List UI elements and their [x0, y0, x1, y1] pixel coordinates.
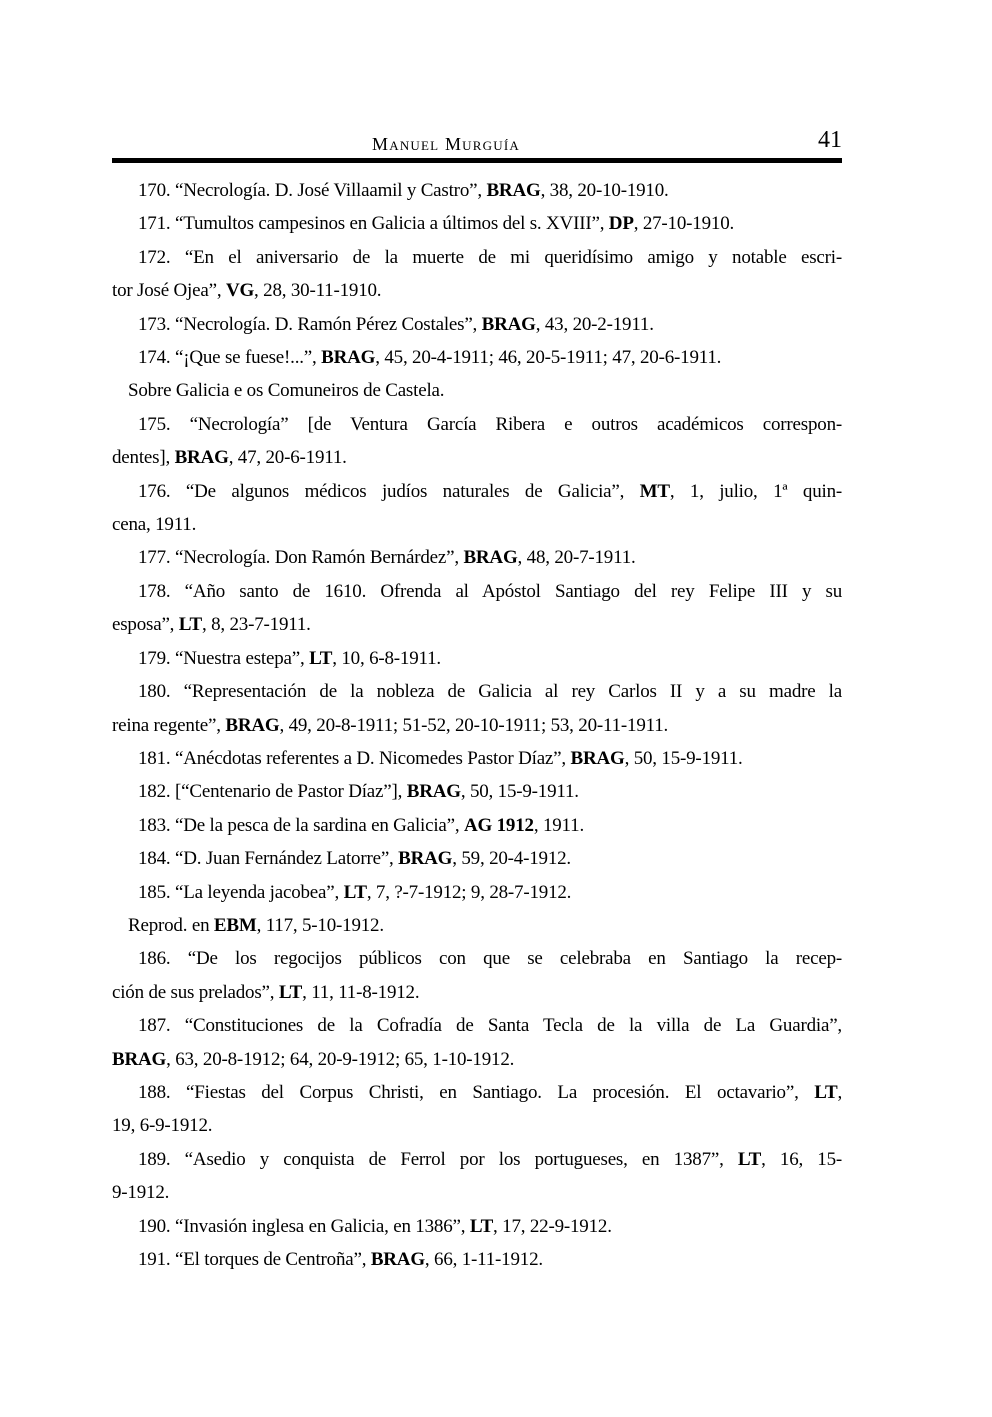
bibliography-entry — [112, 241, 842, 308]
text-run: 179. “Nuestra estepa”, — [138, 647, 310, 669]
text-line — [112, 1176, 842, 1209]
journal-abbreviation: DP — [608, 213, 634, 235]
text-line — [112, 1043, 842, 1076]
text-line — [112, 675, 842, 708]
text-run: reina regente”, — [112, 714, 226, 736]
text-run: , — [837, 1081, 842, 1103]
text-run: esposa”, — [112, 614, 179, 636]
bibliography-entry — [112, 1143, 842, 1210]
text-line — [112, 1076, 842, 1109]
text-run: 19, 6-9-1912. — [112, 1115, 213, 1137]
text-run: 175. “Necrología” [de Ventura García Ribera e outros académicos correspon- — [138, 413, 842, 435]
text-run: , 10, 6-8-1911. — [332, 647, 441, 669]
text-run: 185. “La leyenda jacobea”, — [138, 881, 344, 903]
text-run: 176. “De algunos médicos judíos naturales de Galicia”, — [138, 480, 640, 502]
text-run: 189. “Asedio y conquista de Ferrol por los portugueses, en 1387”, — [138, 1148, 738, 1170]
bibliography-entry — [112, 809, 842, 842]
text-run: , 1911. — [533, 814, 584, 836]
text-run: 173. “Necrología. D. Ramón Pérez Costales”, — [138, 313, 482, 335]
bibliography-note — [112, 909, 842, 942]
text-run: 187. “Constituciones de la Cofradía de Santa Tecla de la villa de La Guardia”, — [138, 1015, 842, 1037]
bibliography-entry — [112, 341, 842, 374]
text-run: , 49, 20-8-1911; 51-52, 20-10-1911; 53, 20-11-1911. — [279, 714, 669, 736]
journal-abbreviation: BRAG — [481, 313, 536, 335]
bibliography-entry — [112, 575, 842, 642]
text-line — [112, 1210, 842, 1243]
text-run: , 59, 20-4-1912. — [452, 848, 571, 870]
journal-abbreviation: LT — [309, 647, 333, 669]
text-run: 188. “Fiestas del Corpus Christi, en Santiago. La procesión. El octavario”, — [138, 1081, 815, 1103]
text-run: 180. “Representación de la nobleza de Galicia al rey Carlos II y a su madre la — [138, 681, 842, 703]
journal-abbreviation: EBM — [213, 914, 257, 936]
text-run: 183. “De la pesca de la sardina en Galicia”, — [138, 814, 464, 836]
text-line — [112, 1143, 842, 1176]
text-run: , 8, 23-7-1911. — [202, 614, 311, 636]
text-run: , 7, ?-7-1912; 9, 28-7-1912. — [366, 881, 572, 903]
bibliography-entry — [112, 1076, 842, 1143]
text-line — [112, 809, 842, 842]
bibliography-entry — [112, 876, 842, 909]
bibliography-list — [112, 174, 842, 1276]
text-line — [112, 1243, 842, 1276]
text-run: Reprod. en — [128, 914, 214, 936]
bibliography-entry — [112, 642, 842, 675]
text-run: 182. [“Centenario de Pastor Díaz”], — [138, 781, 407, 803]
text-line — [112, 475, 842, 508]
journal-abbreviation: MT — [639, 480, 670, 502]
bibliography-entry — [112, 675, 842, 742]
text-run: , 28, 30-11-1910. — [254, 280, 382, 302]
text-line — [112, 909, 842, 942]
bibliography-entry — [112, 207, 842, 240]
bibliography-entry — [112, 475, 842, 542]
text-run: 178. “Año santo de 1610. Ofrenda al Apóstol Santiago del rey Felipe III y su — [138, 580, 842, 602]
bibliography-note — [112, 374, 842, 407]
text-run: tor José Ojea”, — [112, 280, 226, 302]
text-line — [112, 976, 842, 1009]
text-line — [112, 942, 842, 975]
text-line — [112, 709, 842, 742]
bibliography-entry — [112, 541, 842, 574]
text-run: , 27-10-1910. — [633, 213, 735, 235]
journal-abbreviation: BRAG — [406, 781, 461, 803]
text-run: , 50, 15-9-1911. — [624, 747, 743, 769]
text-run: , 43, 20-2-1911. — [535, 313, 654, 335]
text-run: 172. “En el aniversario de la muerte de mi queridísimo amigo y notable escri- — [138, 246, 842, 268]
bibliography-entry — [112, 1210, 842, 1243]
text-run: Sobre Galicia e os Comuneiros de Castela. — [128, 380, 445, 402]
text-line — [112, 775, 842, 808]
text-run: , 17, 22-9-1912. — [493, 1215, 612, 1237]
text-line — [112, 608, 842, 641]
header-rule — [112, 158, 842, 163]
text-line — [112, 1009, 842, 1042]
text-run: 184. “D. Juan Fernández Latorre”, — [138, 848, 399, 870]
text-run: , 117, 5-10-1912. — [256, 914, 384, 936]
text-run: 177. “Necrología. Don Ramón Bernárdez”, — [138, 547, 464, 569]
bibliography-entry — [112, 775, 842, 808]
bibliography-entry — [112, 1009, 842, 1076]
journal-abbreviation: BRAG — [321, 347, 376, 369]
journal-abbreviation: BRAG — [370, 1249, 425, 1270]
text-run: 191. “El torques de Centroña”, — [138, 1249, 371, 1270]
text-run: dentes], — [112, 447, 175, 469]
text-run: 190. “Invasión inglesa en Galicia, en 1386”, — [138, 1215, 470, 1237]
text-run: ción de sus prelados”, — [112, 981, 279, 1003]
journal-abbreviation: BRAG — [570, 747, 625, 769]
text-line — [112, 408, 842, 441]
journal-abbreviation: BRAG — [225, 714, 280, 736]
bibliography-entry — [112, 842, 842, 875]
text-run: cena, 1911. — [112, 514, 197, 536]
text-run: , 48, 20-7-1911. — [517, 547, 636, 569]
journal-abbreviation: BRAG — [398, 848, 453, 870]
text-line — [112, 1109, 842, 1142]
journal-abbreviation: VG — [225, 280, 255, 302]
journal-abbreviation: BRAG — [463, 547, 518, 569]
journal-abbreviation: LT — [469, 1215, 494, 1237]
text-run: , 50, 15-9-1911. — [460, 781, 579, 803]
bibliography-entry — [112, 174, 842, 207]
text-line — [112, 842, 842, 875]
bibliography-entry — [112, 408, 842, 475]
running-header-title: Manuel Murguía — [372, 134, 520, 154]
text-run: , 11, 11-8-1912. — [302, 981, 420, 1003]
text-line — [112, 742, 842, 775]
text-run: 174. “¡Que se fuese!...”, — [138, 347, 322, 369]
text-line — [112, 274, 842, 307]
journal-abbreviation: AG 1912 — [463, 814, 534, 836]
text-run: 171. “Tumultos campesinos en Galicia a últimos del s. XVIII”, — [138, 213, 609, 235]
bibliography-entry — [112, 742, 842, 775]
text-line — [112, 508, 842, 541]
bibliography-entry — [112, 942, 842, 1009]
text-line — [112, 341, 842, 374]
text-run: 186. “De los regocijos públicos con que se celebraba en Santiago la recep- — [138, 948, 842, 970]
text-line — [112, 174, 842, 207]
text-line — [112, 241, 842, 274]
text-run: 170. “Necrología. D. José Villaamil y Castro”, — [138, 180, 487, 201]
journal-abbreviation: BRAG — [112, 1048, 167, 1070]
text-run: , 66, 1-11-1912. — [424, 1249, 543, 1270]
text-run: , 1, julio, 1ª quin- — [669, 480, 843, 502]
text-line — [112, 207, 842, 240]
journal-abbreviation: BRAG — [174, 447, 229, 469]
text-run: , 47, 20-6-1911. — [228, 447, 347, 469]
journal-abbreviation: BRAG — [486, 180, 541, 201]
text-run: , 38, 20-10-1910. — [540, 180, 669, 201]
text-line — [112, 441, 842, 474]
text-line — [112, 575, 842, 608]
text-run: , 16, 15- — [761, 1148, 843, 1170]
page-number: 41 — [818, 127, 842, 153]
text-run: 9-1912. — [112, 1182, 170, 1204]
bibliography-entry — [112, 308, 842, 341]
text-run: , 45, 20-4-1911; 46, 20-5-1911; 47, 20-6-1911. — [375, 347, 722, 369]
text-run: , 63, 20-8-1912; 64, 20-9-1912; 65, 1-10-1912. — [166, 1048, 515, 1070]
text-line — [112, 308, 842, 341]
journal-abbreviation: LT — [278, 981, 303, 1003]
text-line — [112, 876, 842, 909]
text-line — [112, 374, 842, 407]
text-run: 181. “Anécdotas referentes a D. Nicomedes Pastor Díaz”, — [138, 747, 571, 769]
text-line — [112, 541, 842, 574]
text-line — [112, 642, 842, 675]
journal-abbreviation: LT — [178, 614, 202, 636]
journal-abbreviation: LT — [814, 1081, 838, 1103]
journal-abbreviation: LT — [343, 881, 367, 903]
bibliography-entry — [112, 1243, 842, 1276]
journal-abbreviation: LT — [737, 1148, 762, 1170]
